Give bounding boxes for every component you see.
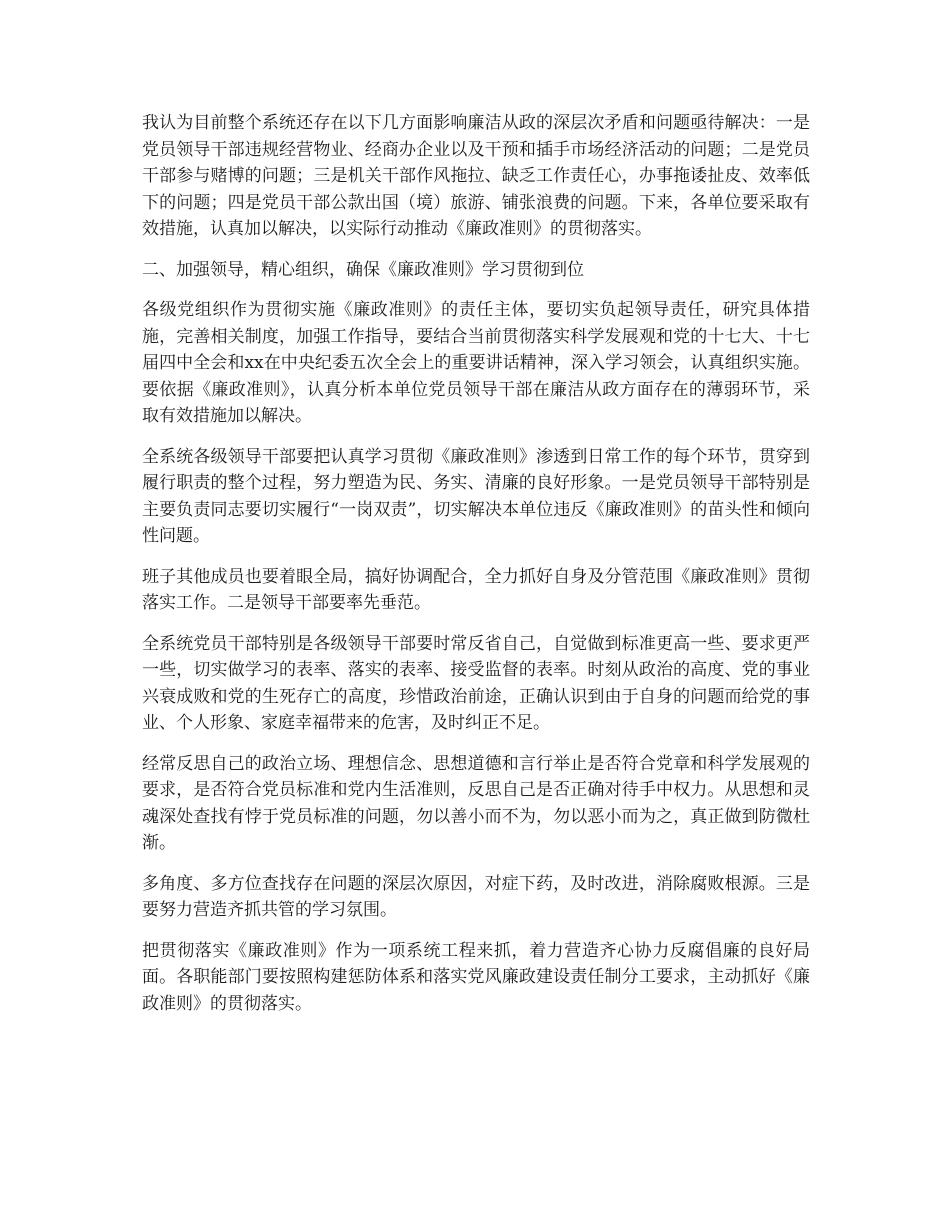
paragraph-system-engineering: 把贯彻落实《廉政准则》作为一项系统工程来抓，着力营造齐心协力反腐倡廉的良好局面。各职能部门要按照构建惩防体系和落实党风廉政建设责任制分工要求，主动抓好《廉政准则》的贯彻落实。 xyxy=(142,940,810,1014)
document-page xyxy=(142,110,810,1031)
paragraph-root-causes: 多角度、多方位查找存在问题的深层次原因，对症下药，及时改进，消除腐败根源。三是要努力营造齐抓共管的学习氛围。 xyxy=(142,873,810,920)
section-heading-two: 二、加强领导，精心组织，确保《廉政准则》学习贯彻到位 xyxy=(142,259,584,280)
paragraph-leading-cadres: 全系统各级领导干部要把认真学习贯彻《廉政准则》渗透到日常工作的每个环节，贯穿到履行职责的整个过程，努力塑造为民、务实、清廉的良好形象。一是党员领导干部特别是主要负责同志要切实履行“一岗双责”，切实解决本单位违反《廉政准则》的苗头性和倾向性问题。 xyxy=(142,446,810,546)
paragraph-team-members: 班子其他成员也要着眼全局，搞好协调配合，全力抓好自身及分管范围《廉政准则》贯彻落实工作。二是领导干部要率先垂范。 xyxy=(142,566,810,613)
paragraph-political-stance: 经常反思自己的政治立场、理想信念、思想道德和言行举止是否符合党章和科学发展观的要求，是否符合党员标准和党内生活准则，反思自己是否正确对待手中权力。从思想和灵魂深处查找有悖于党员标准的问题，勿以善小而不为，勿以恶小而为之，真正做到防微杜渐。 xyxy=(142,753,810,853)
paragraph-party-organizations: 各级党组织作为贯彻实施《廉政准则》的责任主体，要切实负起领导责任，研究具体措施，完善相关制度，加强工作指导，要结合当前贯彻落实科学发展观和党的十七大、十七届四中全会和xx在中央纪委五次全会上的重要讲话精神，深入学习领会，认真组织实施。要依据《廉政准则》，认真分析本单位党员领导干部在廉洁从政方面存在的薄弱环节，采取有效措施加以解决。 xyxy=(142,300,810,426)
paragraph-self-reflection: 全系统党员干部特别是各级领导干部要时常反省自己，自觉做到标准更高一些、要求更严一些，切实做学习的表率、落实的表率、接受监督的表率。时刻从政治的高度、党的事业兴衰成败和党的生死存亡的高度，珍惜政治前途，正确认识到由于自身的问题而给党的事业、个人形象、家庭幸福带来的危害，及时纠正不足。 xyxy=(142,633,810,733)
paragraph-problems: 我认为目前整个系统还存在以下几方面影响廉洁从政的深层次矛盾和问题亟待解决：一是党员领导干部违规经营物业、经商办企业以及干预和插手市场经济活动的问题；二是党员干部参与赌博的问题；三是机关干部作风拖拉、缺乏工作责任心，办事拖诿扯皮、效率低下的问题；四是党员干部公款出国（境）旅游、铺张浪费的问题。下来，各单位要采取有效措施，认真加以解决，以实际行动推动《廉政准则》的贯彻落实。 xyxy=(142,113,810,239)
